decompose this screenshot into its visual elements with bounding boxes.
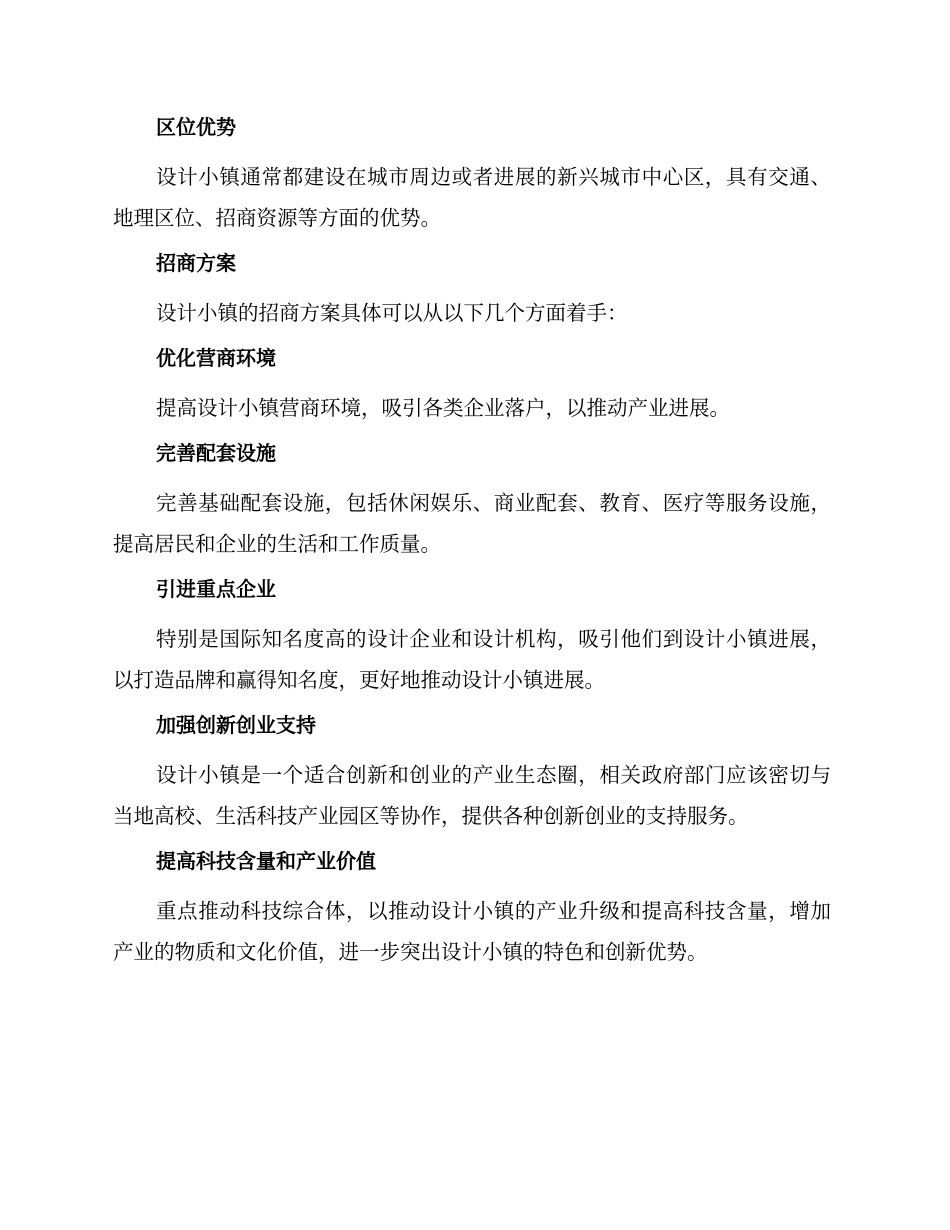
section-body-innovation-support: 设计小镇是一个适合创新和创业的产业生态圈，相关政府部门应该密切与当地高校、生活科技产业园区等协作，提供各种创新创业的支持服务。	[113, 763, 831, 828]
section-heading-supporting-facilities: 完善配套设施	[156, 441, 276, 465]
section-body-tech-value: 重点推动科技综合体，以推动设计小镇的产业升级和提高科技含量，增加产业的物质和文化价值，进一步突出设计小镇的特色和创新优势。	[113, 899, 831, 964]
section-heading-location-advantage: 区位优势	[156, 115, 236, 139]
section-heading-innovation-support: 加强创新创业支持	[156, 713, 316, 737]
document-body	[113, 110, 831, 980]
section-body-supporting-facilities: 完善基础配套设施，包括休闲娱乐、商业配套、教育、医疗等服务设施，提高居民和企业的生活和工作质量。	[113, 491, 831, 556]
section-body-key-enterprises: 特别是国际知名度高的设计企业和设计机构，吸引他们到设计小镇进展，以打造品牌和赢得知名度，更好地推动设计小镇进展。	[113, 627, 831, 692]
section-heading-tech-value: 提高科技含量和产业价值	[156, 849, 376, 873]
section-body-business-environment: 提高设计小镇营商环境，吸引各类企业落户，以推动产业进展。	[156, 396, 730, 420]
section-body-location-advantage: 设计小镇通常都建设在城市周边或者进展的新兴城市中心区，具有交通、地理区位、招商资源等方面的优势。	[113, 165, 831, 230]
section-heading-investment-plan: 招商方案	[156, 251, 236, 275]
section-body-investment-plan: 设计小镇的招商方案具体可以从以下几个方面着手：	[156, 301, 628, 325]
section-heading-business-environment: 优化营商环境	[156, 346, 276, 370]
section-heading-key-enterprises: 引进重点企业	[156, 577, 276, 601]
